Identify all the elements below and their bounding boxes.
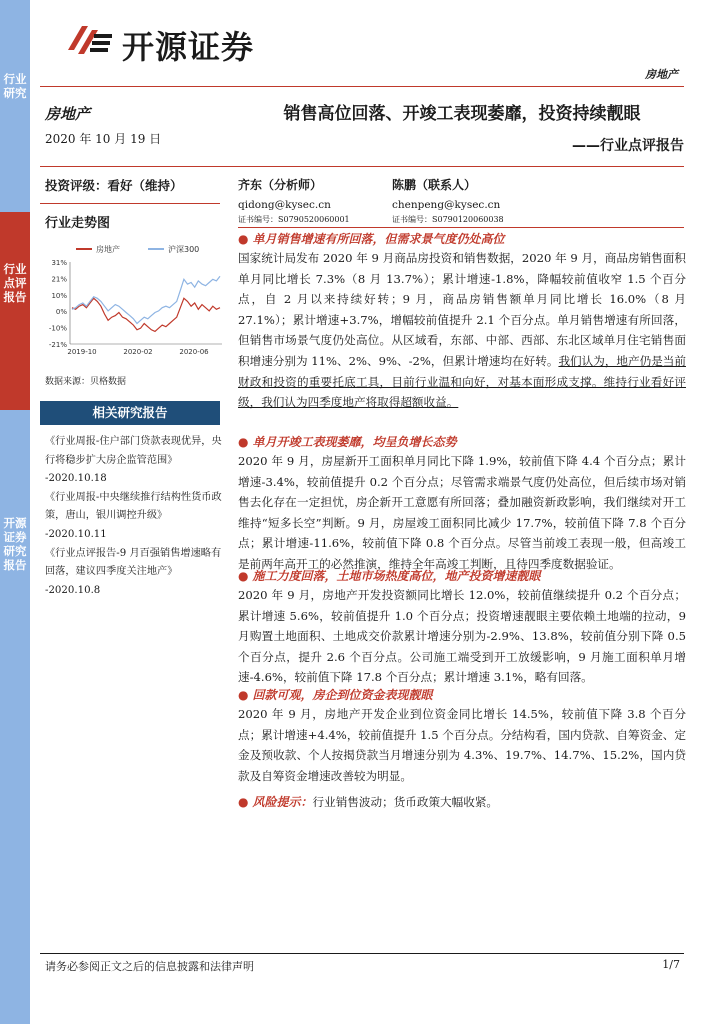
y-tick-label: -21% — [48, 341, 67, 349]
trend-chart-title: 行业走势图 — [45, 216, 111, 231]
section-heading: ● 单月销售增速有所回落，但需求景气度仍处高位 — [238, 232, 505, 246]
contact-card — [392, 176, 542, 225]
sidebar-label-top: 行业研究 — [3, 72, 27, 100]
analyst-email[interactable]: qidong@kysec.cn — [238, 199, 331, 211]
risk-note — [238, 793, 686, 811]
section-construction — [238, 433, 686, 575]
brand-name: 开源证券 — [122, 28, 255, 66]
contact-cert: 证书编号：S0790120060038 — [392, 215, 504, 224]
rating-divider — [40, 203, 220, 204]
sidebar-highlight — [0, 212, 30, 410]
analyst-name: 齐东（分析师） — [238, 178, 323, 192]
related-reports-list — [45, 433, 225, 600]
related-report-title[interactable]: 《行业周报-中央继续推行结构性货币政策，唐山，银川调控升级》 — [45, 491, 222, 522]
y-tick-label: 0% — [55, 308, 67, 317]
section-heading: ● 施工力度回落，土地市场热度高位，地产投资增速靓眼 — [238, 569, 541, 583]
section-heading: ● 单月开竣工表现萎靡，均呈负增长态势 — [238, 435, 457, 449]
investment-rating: 投资评级：看好（维持） — [45, 178, 183, 193]
page-number: 1/7 — [662, 958, 680, 971]
series-line — [72, 276, 220, 323]
left-sidebar — [0, 0, 30, 1024]
x-tick-label: 2020-02 — [123, 348, 153, 356]
industry-label: 房地产 — [45, 105, 91, 123]
report-main-title: 销售高位回落、开竣工表现萎靡，投资持续靓眼 — [283, 104, 641, 124]
footer-divider — [40, 953, 684, 954]
related-report-title[interactable]: 《行业点评报告-9 月百强销售增速略有回落，建议四季度关注地产》 — [45, 547, 222, 578]
section-body: 2020 年 9 月，房地产开发企业到位资金同比增长 14.5%，较前值下降 3.8 个百分点；累计增速+4.4%，较前值提升 1.5 个百分点。分结构看，国内贷款、自筹资金、定金及预收款、个人按揭贷款当月增速分别为 4.3%、19.7%、14.7%、15.2%，国内贷款及自筹资金增速改善较为明显。 — [238, 707, 686, 783]
y-tick-label: 21% — [51, 275, 67, 284]
contact-email[interactable]: chenpeng@kysec.cn — [392, 199, 501, 211]
header-divider — [40, 86, 684, 87]
related-report-date: -2020.10.18 — [45, 473, 107, 485]
analyst-cert: 证书编号：S0790520060001 — [238, 215, 350, 224]
series-line — [72, 298, 220, 331]
y-tick-label: 10% — [51, 291, 67, 300]
related-reports-header: 相关研究报告 — [40, 401, 220, 425]
contact-name: 陈鹏（联系人） — [392, 178, 477, 192]
related-report-date: -2020.10.11 — [45, 528, 107, 540]
section-divider — [40, 166, 684, 167]
y-tick-label: -10% — [48, 324, 67, 333]
brand-logo-icon — [64, 20, 116, 60]
risk-label: ● 风险提示： — [238, 795, 313, 809]
report-subtitle: ——行业点评报告 — [572, 138, 684, 154]
sidebar-label-middle: 行业点评报告 — [3, 262, 27, 304]
related-report-title[interactable]: 《行业周报-住户部门贷款表现优异，央行将稳步扩大房企监管范围》 — [45, 436, 222, 466]
report-date: 2020 年 10 月 19 日 — [45, 132, 162, 146]
section-investment — [238, 567, 686, 688]
section-body: 国家统计局发布 2020 年 9 月商品房投资和销售数据，2020 年 9 月，商品房销售面积单月同比增长 7.3%（8 月 13.7%）；累计增速-1.8%，降幅较前值收窄 1.5 个百分点，自 2 月以来持续好转；9 月，商品房销售额单月同比增长 16.0%（8 月 27.1%）；累计增速+3.7%，增幅较前值提升 2.1 个百分点。单月销售增速有所回落，但销售市场景气度仍处高位。从区域看，东部、中部、西部、东北区域单月住宅销售面积增速分别为 11%、2%、9%、-2%，但累计增速均在好转。我们认为，地产仍是当前财政和投资的重要托底工具，目前行业温和向好，对基本面形成支撑。维持行业看好评级，我们认为四季度地产将取得超额收益。 — [238, 251, 686, 410]
analyst-divider — [238, 227, 684, 228]
section-funding — [238, 686, 686, 786]
sidebar-label-bottom: 开源证券研究报告 — [3, 516, 27, 572]
x-tick-label: 2019-10 — [67, 348, 97, 356]
y-tick-label: 31% — [51, 259, 67, 267]
section-sales — [238, 230, 686, 413]
x-tick-label: 2020-06 — [179, 348, 209, 356]
disclaimer-note: 请务必参阅正文之后的信息披露和法律声明 — [45, 960, 254, 973]
header-industry-tag: 房地产 — [645, 68, 678, 81]
legend-label: 房地产 — [96, 245, 120, 254]
chart-source: 数据来源：贝格数据 — [45, 377, 127, 387]
section-conclusion: 我们认为，地产仍是当前财政和投资的重要托底工具，目前行业温和向好，对基本面形成支撑。维持行业看好评级，我们认为四季度地产将取得超额收益。 — [238, 353, 686, 410]
risk-text: 行业销售波动；货币政策大幅收紧。 — [312, 795, 499, 809]
industry-trend-chart — [40, 240, 226, 362]
analyst-card — [238, 176, 388, 225]
section-body: 2020 年 9 月，房屋新开工面积单月同比下降 1.9%，较前值下降 4.4 个百分点；累计增速-3.4%，较前值提升 0.2 个百分点；尽管需求端景气度仍处高位，但后续市场对销售去化存在一定担忧，房企新开工意愿有所回落；叠加融资新政影响，我们继续对开工维持“短多长空”判断。9 月，房屋竣工面积同比减少 17.7%，较前值下降 7.8 个百分点；累计增速-11.6%，较前值下降 0.8 个百分点。尽管当前竣工表现一般，但高竣工是前两年高开工的必然推演，维持全年高竣工判断，且待四季度数据验证。 — [238, 454, 686, 571]
legend-label: 沪深300 — [168, 245, 200, 254]
section-heading: ● 回款可观，房企到位资金表现靓眼 — [238, 688, 433, 702]
related-report-date: -2020.10.8 — [45, 584, 101, 596]
section-body: 2020 年 9 月，房地产开发投资额同比增长 12.0%，较前值继续提升 0.2 个百分点；累计增速 5.6%，较前值提升 1.0 个百分点；投资增速靓眼主要依赖土地端的拉动，9 月购置土地面积、土地成交价款累计增速分别为-2.9%、13.8%，较前值分别下降 0.5 个百分点，提升 2.6 个百分点。公司施工端受到开工放缓影响，9 月施工面积单月增速-4.6%，较前值下降 17.8 个百分点；累计增速 3.1%，略有回落。 — [238, 588, 686, 685]
